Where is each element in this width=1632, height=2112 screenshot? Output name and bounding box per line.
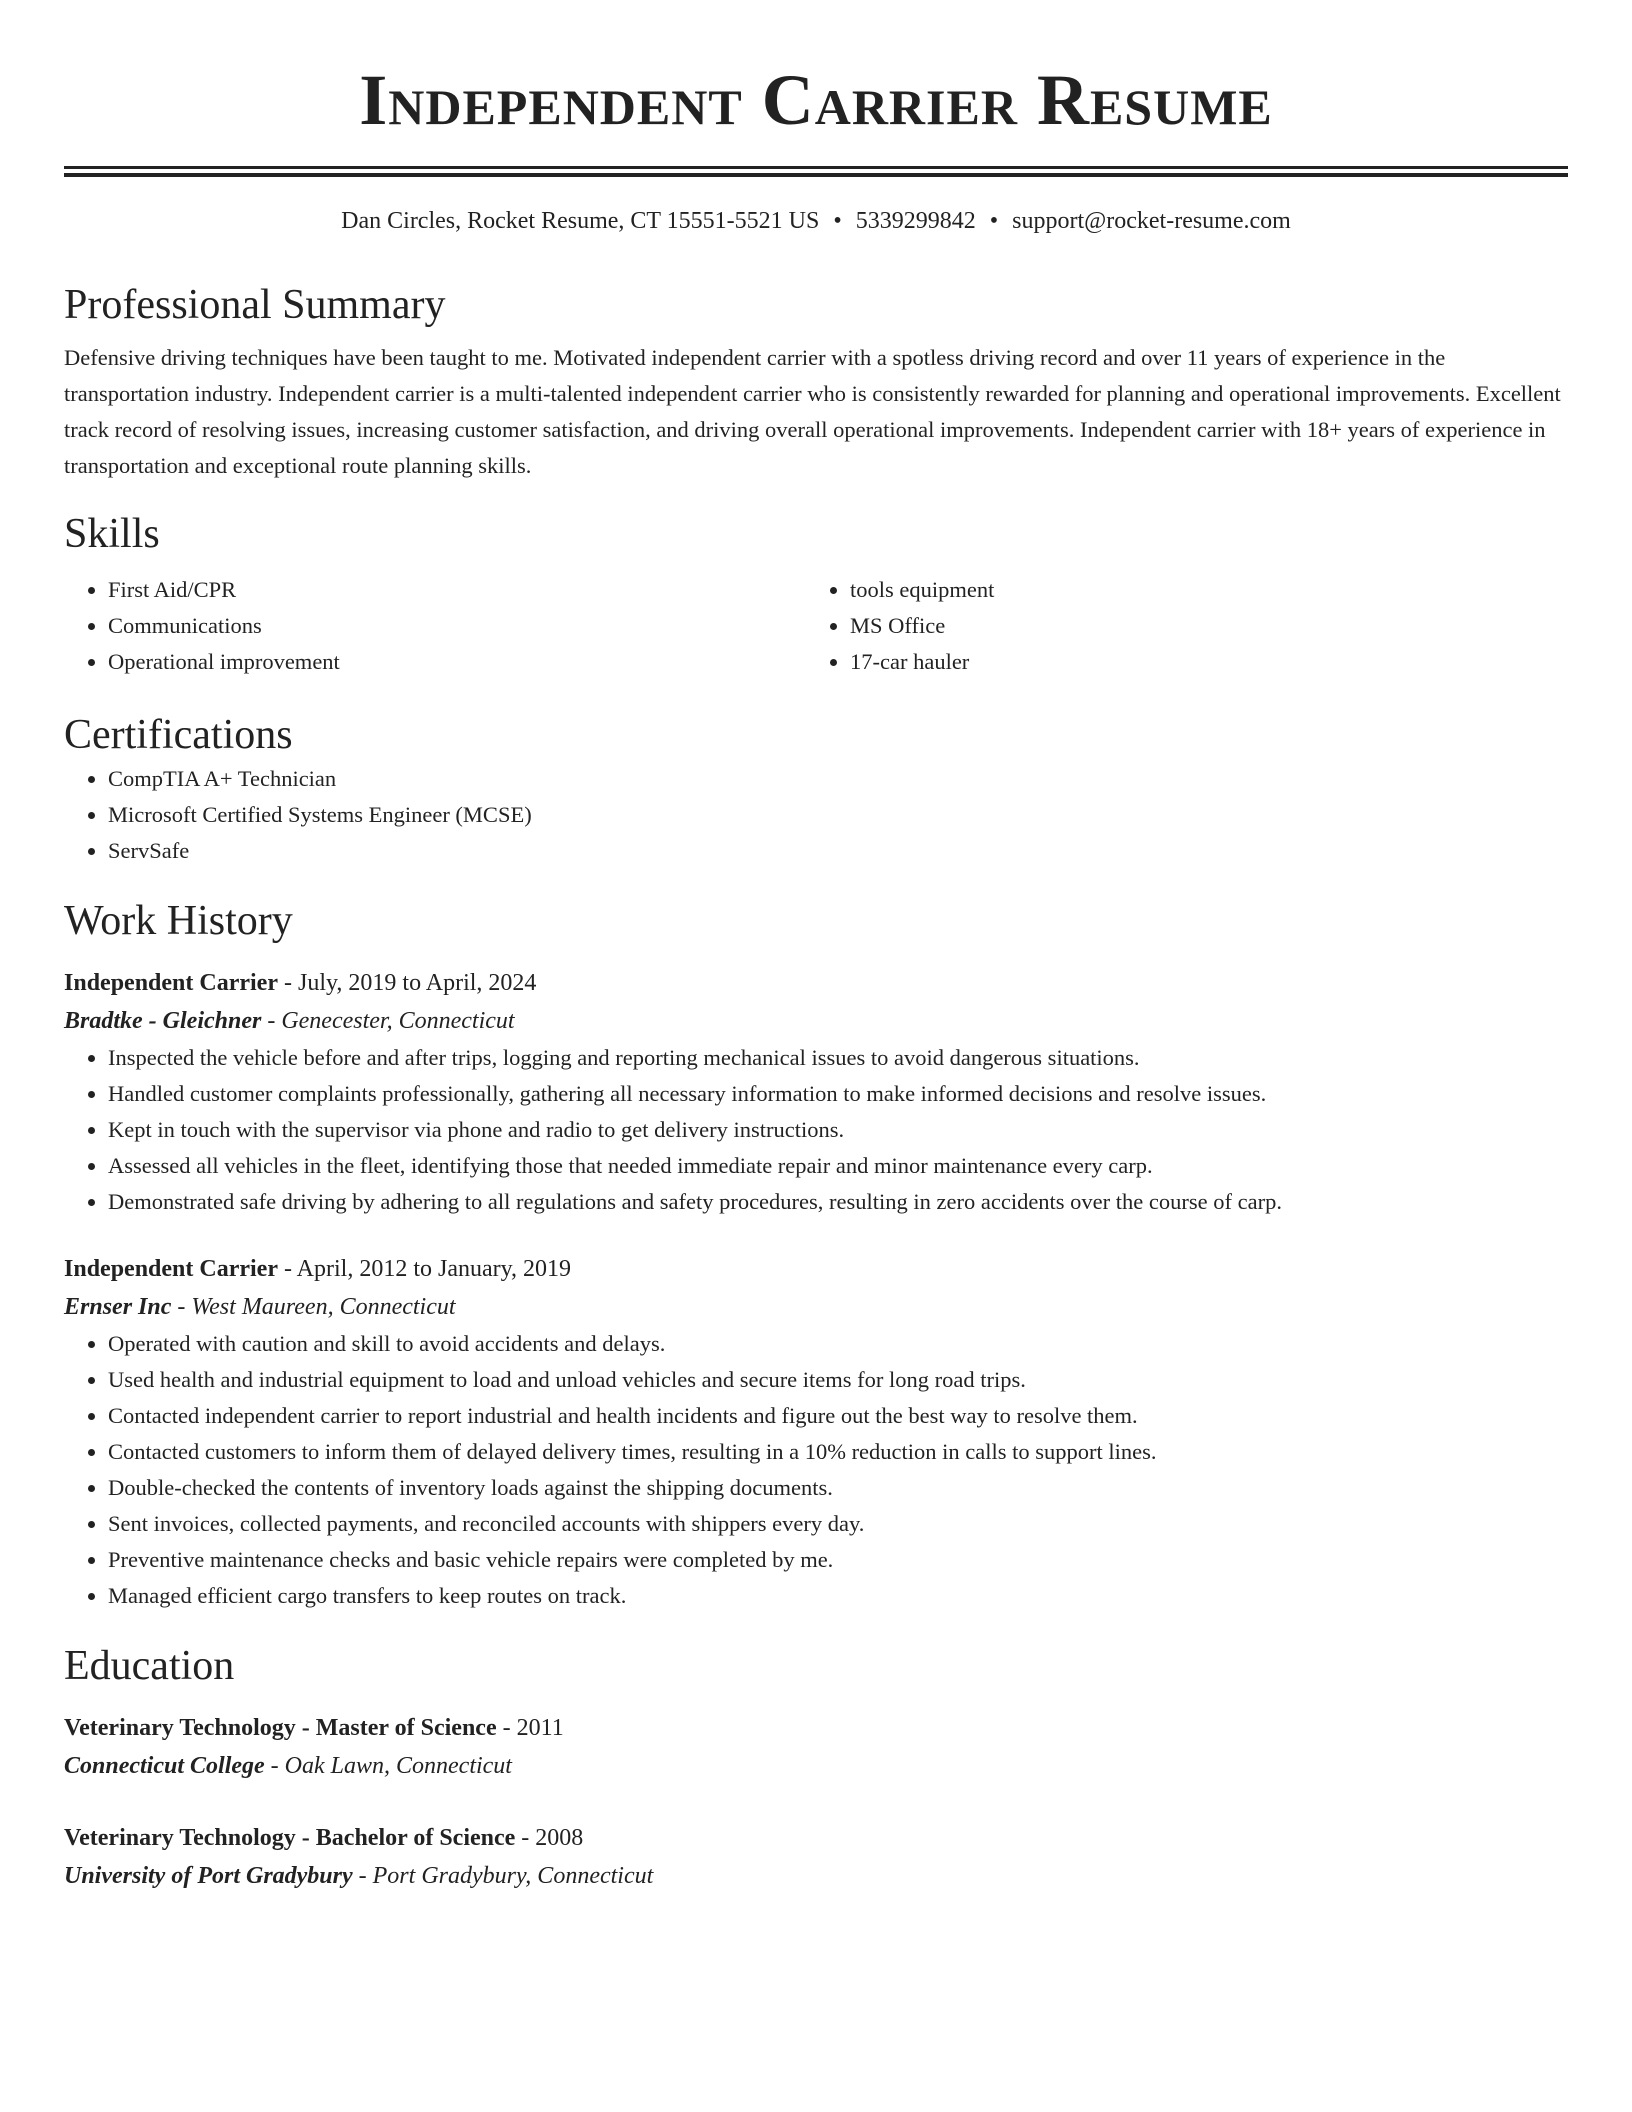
work-history-heading: Work History (64, 898, 293, 944)
job-employer-line (64, 1002, 1568, 1040)
skill-item: • tools equipment (850, 572, 1548, 608)
job-duty-item: • Inspected the vehicle before and after trips, logging and reporting mechanical issues to avoid dangerous situations. (108, 1040, 1568, 1076)
contact-email[interactable]: support@rocket-resume.com (1012, 208, 1291, 234)
job-duty-item: • Operated with caution and skill to avoid accidents and delays. (108, 1326, 1568, 1362)
degree-line (64, 1819, 1568, 1857)
school-line (64, 1747, 1568, 1785)
certification-item: • Microsoft Certified Systems Engineer (MCSE) (108, 797, 1568, 833)
certifications-list (64, 761, 1568, 869)
job-duty-item: • Kept in touch with the supervisor via phone and radio to get delivery instructions. (108, 1112, 1568, 1148)
school-name: University of Port Gradybury (64, 1863, 353, 1889)
job-duties-list (64, 1326, 1568, 1614)
job-duty-item: • Handled customer complaints professionally, gathering all necessary information to make informed decisions and resolve issues. (108, 1076, 1568, 1112)
job-entry (64, 1250, 1568, 1614)
certification-item: • CompTIA A+ Technician (108, 761, 1568, 797)
job-entry (64, 964, 1568, 1220)
degree-year: - 2008 (521, 1825, 584, 1851)
job-employer-line (64, 1288, 1568, 1326)
job-dates: - April, 2012 to January, 2019 (283, 1256, 572, 1282)
job-position: Independent Carrier (64, 1256, 278, 1282)
degree-name: Veterinary Technology - Bachelor of Science (64, 1825, 516, 1851)
job-title-line (64, 964, 1568, 1002)
school-location: - Port Gradybury, Connecticut (358, 1863, 654, 1889)
school-location: - Oak Lawn, Connecticut (270, 1753, 512, 1779)
skills-column-left (64, 572, 806, 680)
degree-name: Veterinary Technology - Master of Science (64, 1715, 497, 1741)
job-dates: - July, 2019 to April, 2024 (283, 970, 537, 996)
job-location: - West Maureen, Connecticut (177, 1294, 456, 1320)
job-duty-item: • Used health and industrial equipment to load and unload vehicles and secure items for long road trips. (108, 1362, 1568, 1398)
summary-heading: Professional Summary (64, 282, 446, 328)
skill-item: • MS Office (850, 608, 1548, 644)
job-company: Bradtke - Gleichner (64, 1008, 262, 1034)
contact-separator: • (833, 208, 842, 234)
job-duty-item: • Preventive maintenance checks and basic vehicle repairs were completed by me. (108, 1542, 1568, 1578)
skill-item: • First Aid/CPR (108, 572, 806, 608)
job-company: Ernser Inc (64, 1294, 172, 1320)
contact-phone: 5339299842 (855, 208, 976, 234)
contact-separator: • (989, 208, 999, 234)
contact-address: Dan Circles, Rocket Resume, CT 15551-5521 US (341, 208, 820, 234)
skills-list-left (64, 572, 806, 680)
school-line (64, 1857, 1568, 1895)
job-duty-item: • Managed efficient cargo transfers to keep routes on track. (108, 1578, 1568, 1614)
skills-heading: Skills (64, 511, 160, 557)
skills-list-right (806, 572, 1548, 680)
skill-item: • 17-car hauler (850, 644, 1548, 680)
job-duty-item: • Contacted customers to inform them of delayed delivery times, resulting in a 10% reduction in calls to support lines. (108, 1434, 1568, 1470)
title-double-rule (64, 166, 1568, 177)
contact-line (64, 206, 1568, 236)
job-position: Independent Carrier (64, 970, 278, 996)
skill-item: • Operational improvement (108, 644, 806, 680)
job-duty-item: • Contacted independent carrier to report industrial and health incidents and figure out the best way to resolve them. (108, 1398, 1568, 1434)
certifications-heading: Certifications (64, 712, 293, 758)
education-entry (64, 1819, 1568, 1895)
degree-line (64, 1709, 1568, 1747)
degree-year: - 2011 (502, 1715, 564, 1741)
job-location: - Genecester, Connecticut (267, 1008, 515, 1034)
education-entry (64, 1709, 1568, 1785)
job-title-line (64, 1250, 1568, 1288)
summary-text: Defensive driving techniques have been taught to me. Motivated independent carrier with a spotless driving record and over 11 years of experience in the transportation industry. Independent carrier is a multi-talented independent carrier who is consistently rewarded for planning and operational improvements. Excellent track record of resolving issues, increasing customer satisfaction, and driving overall operational improvements. Independent carrier with 18+ years of experience in transportation and exceptional route planning skills. (64, 345, 1561, 478)
job-duty-item: • Sent invoices, collected payments, and reconciled accounts with shippers every day. (108, 1506, 1568, 1542)
job-duty-item: • Assessed all vehicles in the fleet, identifying those that needed immediate repair and minor maintenance every carp. (108, 1148, 1568, 1184)
skill-item: • Communications (108, 608, 806, 644)
school-name: Connecticut College (64, 1753, 265, 1779)
resume-title: Independent Carrier Resume (359, 60, 1273, 140)
certification-item: • ServSafe (108, 833, 1568, 869)
skills-grid (64, 572, 1568, 680)
job-duties-list (64, 1040, 1568, 1220)
skills-column-right (806, 572, 1548, 680)
job-duty-item: • Double-checked the contents of inventory loads against the shipping documents. (108, 1470, 1568, 1506)
education-heading: Education (64, 1643, 235, 1689)
job-duty-item: • Demonstrated safe driving by adhering to all regulations and safety procedures, resulting in zero accidents over the course of carp. (108, 1184, 1568, 1220)
